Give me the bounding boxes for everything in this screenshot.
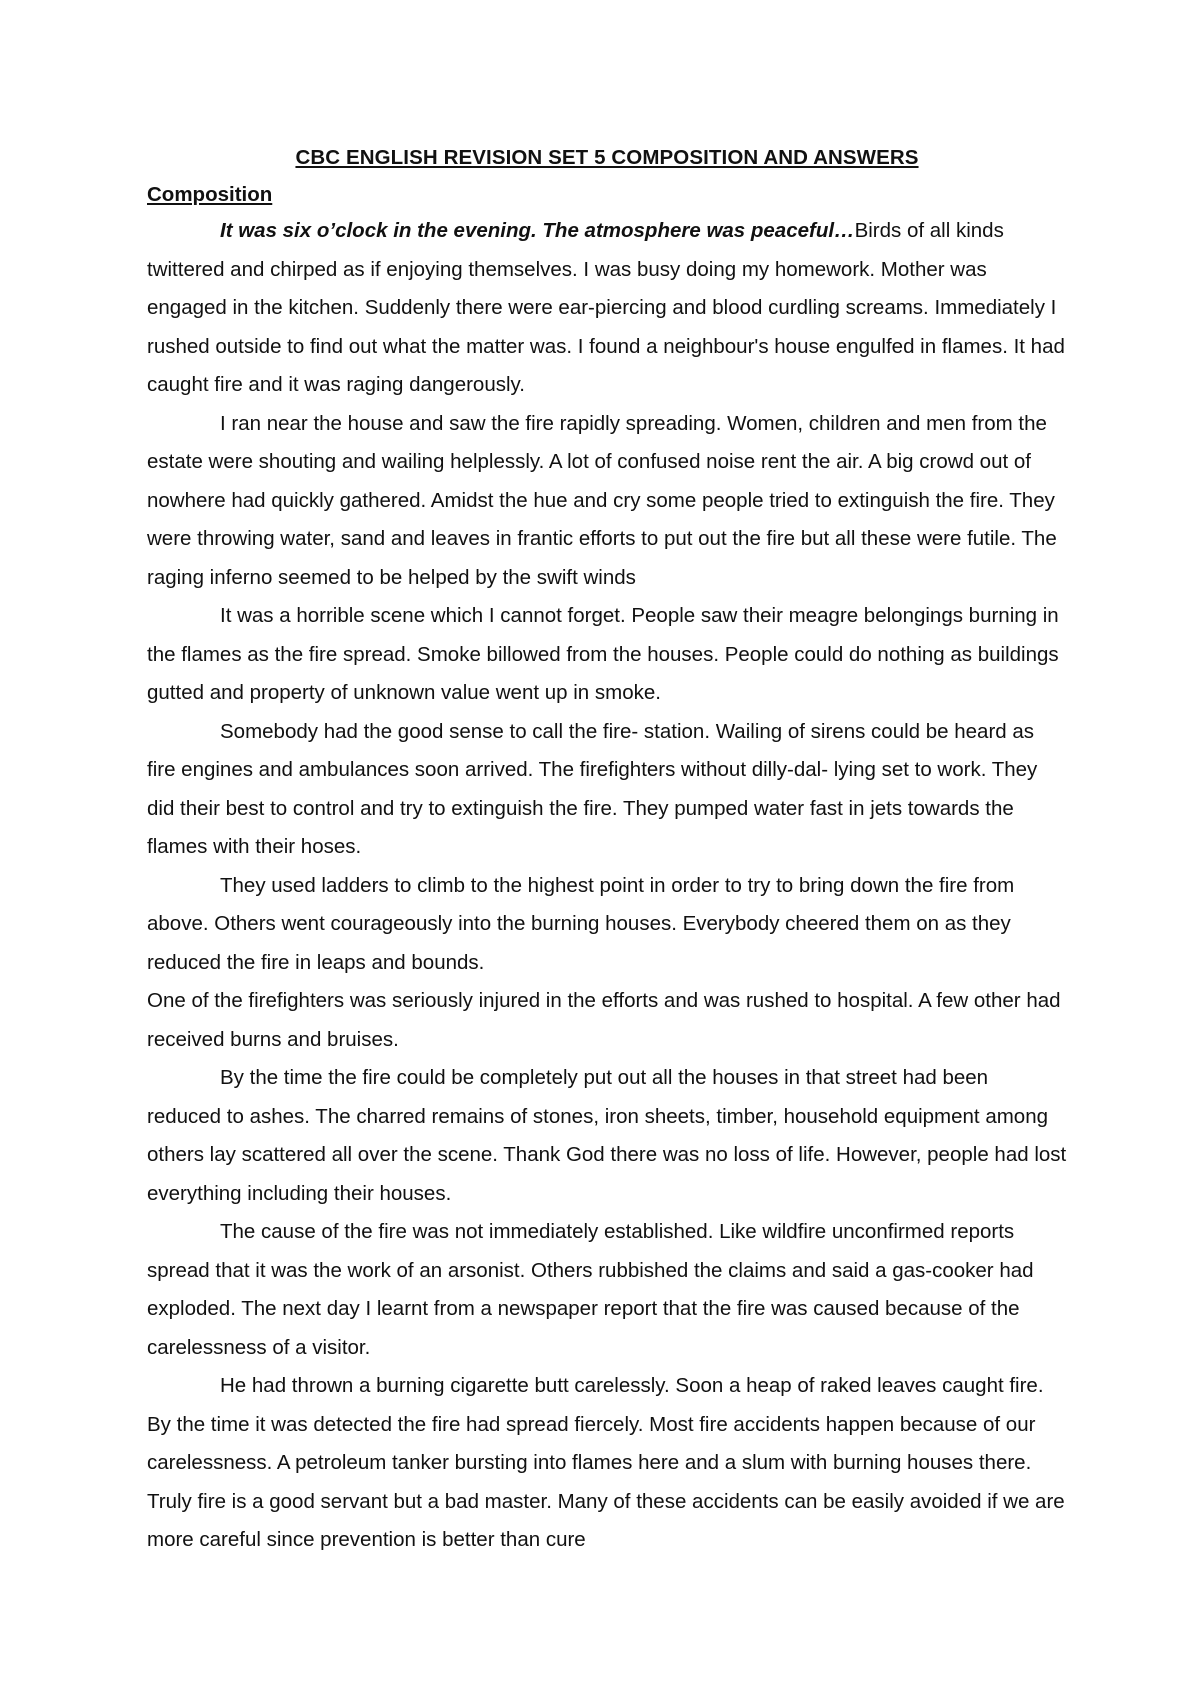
- paragraph-8: The cause of the fire was not immediately established. Like wildfire unconfirmed reports spread that it was the work of an arsonist. Others rubbished the claims and said a gas-cooker had exploded. The next day I learnt from a newspaper report that the fire was caused because of the carelessness of a visitor.: [147, 1220, 1034, 1359]
- paragraph-7: By the time the fire could be completely put out all the houses in that street had been reduced to ashes. The charred remains of stones, iron sheets, timber, household equipment among others lay scattered all over the scene. Thank God there was no loss of life. However, people had lost everything including their houses.: [147, 1066, 1067, 1205]
- section-heading: Composition: [147, 183, 273, 206]
- paragraph-3: It was a horrible scene which I cannot forget. People saw their meagre belongings burning in the flames as the fire spread. Smoke billowed from the houses. People could do nothing as buildings gutted and property of unknown value went up in smoke.: [147, 604, 1059, 704]
- paragraph-1: [147, 212, 1067, 405]
- paragraph-9: He had thrown a burning cigarette butt carelessly. Soon a heap of raked leaves caught fire. By the time it was detected the fire had spread fiercely. Most fire accidents happen because of our carelessness. A petroleum tanker bursting into flames here and a slum with burning houses there. Truly fire is a good servant but a bad master. Many of these accidents can be easily avoided if we are more careful since prevention is better than cure: [147, 1374, 1065, 1551]
- paragraph-5: They used ladders to climb to the highest point in order to try to bring down the fire from above. Others went courageously into the burning houses. Everybody cheered them on as they reduced the fire in leaps and bounds.: [147, 873, 1015, 974]
- document-body: [147, 143, 1067, 1560]
- document-title: CBC ENGLISH REVISION SET 5 COMPOSITION AND ANSWERS: [295, 146, 919, 169]
- opening-lead: It was six o’clock in the evening. The atmosphere was peaceful…: [220, 219, 855, 242]
- paragraph-4: Somebody had the good sense to call the fire- station. Wailing of sirens could be heard as fire engines and ambulances soon arrived. The firefighters without dilly-dal- lying set to work. They did their best to control and try to extinguish the fire. They pumped water fast in jets towards the flames with their hoses.: [147, 719, 1038, 858]
- paragraph-1-text: Birds of all kinds twittered and chirped as if enjoying themselves. I was busy doing my homework. Mother was engaged in the kitchen. Suddenly there were ear-piercing and blood curdling screams. Immediately I rushed outside to find out what the matter was. I found a neighbour's house engulfed in flames. It had caught fire and it was raging dangerously.: [147, 219, 1065, 396]
- paragraph-6: One of the firefighters was seriously injured in the efforts and was rushed to hospital. A few other had received burns and bruises.: [147, 989, 1061, 1051]
- paragraph-2: I ran near the house and saw the fire rapidly spreading. Women, children and men from the estate were shouting and wailing helplessly. A lot of confused noise rent the air. A big crowd out of nowhere had quickly gathered. Amidst the hue and cry some people tried to extinguish the fire. They were throwing water, sand and leaves in frantic efforts to put out the fire but all these were futile. The raging inferno seemed to be helped by the swift winds: [147, 411, 1057, 589]
